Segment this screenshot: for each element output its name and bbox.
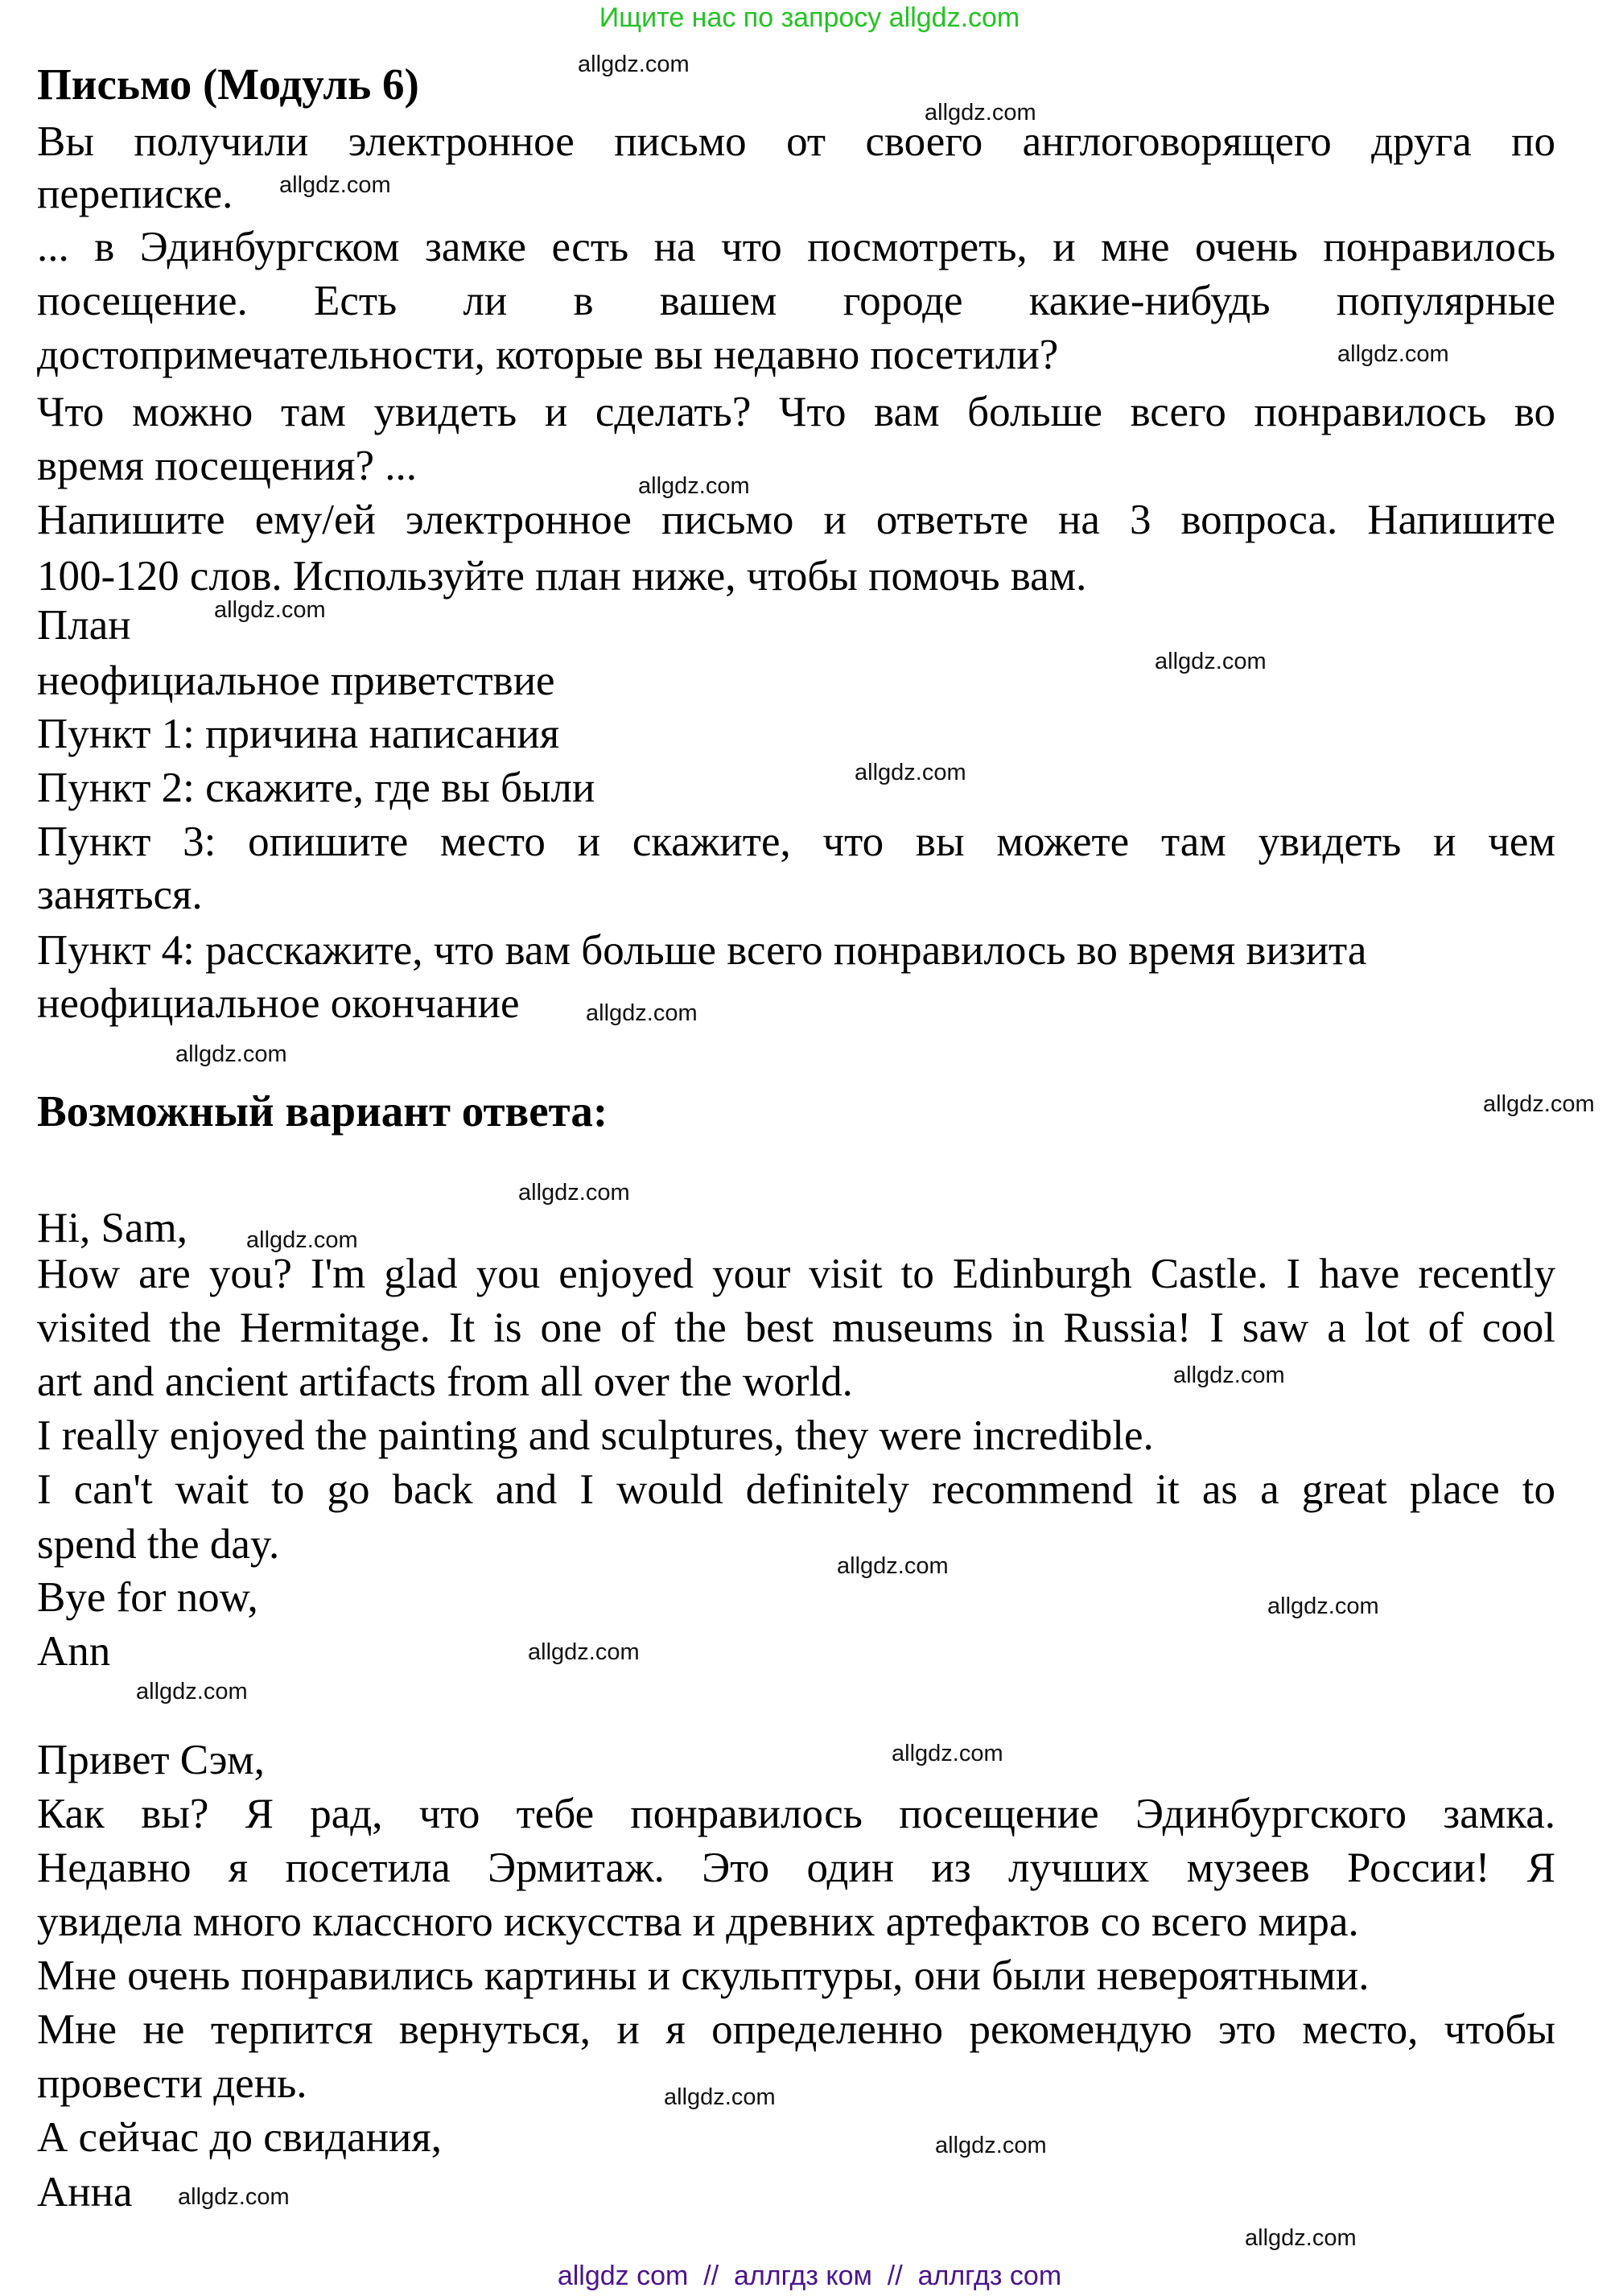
plan-item: неофициальное приветствие (37, 657, 555, 704)
plan-item: Пункт 4: расскажите, что вам больше всего понравилось во время визита (37, 927, 1367, 974)
russian-letter-line: увидела много классного искусства и древних артефактов со всего мира. (37, 1898, 1359, 1945)
task-line: ... в Эдинбургском замке есть на что посмотреть, и мне очень понравилось (37, 224, 1555, 270)
russian-letter-line: Привет Сэм, (37, 1737, 265, 1783)
watermark: allgdz.com (279, 172, 391, 198)
task-line: время посещения? ... (37, 443, 418, 489)
task-line: посещение. Есть ли в вашем городе какие-нибудь популярные (37, 278, 1555, 324)
watermark: allgdz.com (925, 100, 1036, 126)
watermark: allgdz.com (837, 1553, 949, 1579)
watermark: allgdz.com (1245, 2225, 1357, 2251)
plan-item: Пункт 1: причина написания (37, 711, 560, 757)
watermark: allgdz.com (1267, 1593, 1379, 1619)
watermark: allgdz.com (518, 1180, 630, 1206)
watermark: allgdz.com (1155, 649, 1267, 674)
watermark: allgdz.com (214, 597, 326, 623)
task-line: Что можно там увидеть и сделать? Что вам больше всего понравилось во (37, 389, 1555, 435)
english-letter-line: art and ancient artifacts from all over the world. (37, 1358, 853, 1405)
footer-links: allgdz com // аллгдз ком // аллгдз com (557, 2261, 1062, 2291)
english-letter-line: Hi, Sam, (37, 1205, 187, 1251)
russian-letter-line: Анна (37, 2169, 133, 2216)
russian-letter-line: провести день. (37, 2060, 307, 2107)
russian-letter-line: Как вы? Я рад, что тебе понравилось посещение Эдинбургского замка. (37, 1791, 1555, 1837)
english-letter-line: I really enjoyed the painting and sculptures, they were incredible. (37, 1412, 1154, 1459)
english-letter-line: How are you? I'm glad you enjoyed your visit to Edinburgh Castle. I have recently (37, 1251, 1555, 1297)
english-letter-line: I can't wait to go back and I would definitely recommend it as a great place to (37, 1466, 1555, 1513)
english-letter-line: visited the Hermitage. It is one of the best museums in Russia! I saw a lot of cool (37, 1305, 1555, 1351)
watermark: allgdz.com (1337, 341, 1449, 367)
task-line: Напишите ему/ей электронное письмо и ответьте на 3 вопроса. Напишите (37, 497, 1555, 543)
task-line: 100-120 слов. Используйте план ниже, чтобы помочь вам. (37, 553, 1087, 600)
watermark: allgdz.com (664, 2084, 776, 2110)
plan-item: неофициальное окончание (37, 980, 520, 1027)
plan-item: Пункт 3: опишите место и скажите, что вы можете там увидеть и чем (37, 818, 1555, 865)
plan-heading: План (37, 602, 131, 649)
watermark: allgdz.com (178, 2184, 290, 2210)
search-banner: Ищите нас по запросу allgdz.com (599, 2, 1020, 33)
russian-letter-line: Мне очень понравились картины и скульптуры, они были невероятными. (37, 1952, 1370, 1999)
task-line: достопримечательности, которые вы недавно посетили? (37, 332, 1059, 378)
plan-item: заняться. (37, 872, 203, 918)
watermark: allgdz.com (528, 1639, 640, 1665)
watermark: allgdz.com (175, 1041, 287, 1067)
watermark: allgdz.com (855, 760, 966, 785)
watermark: allgdz.com (136, 1679, 248, 1704)
watermark: allgdz.com (892, 1741, 1003, 1766)
russian-letter-line: Мне не терпится вернуться, и я определенно рекомендую это место, чтобы (37, 2006, 1555, 2053)
task-title: Письмо (Модуль 6) (37, 60, 419, 109)
watermark: allgdz.com (1483, 1091, 1595, 1117)
english-letter-line: spend the day. (37, 1521, 280, 1568)
watermark: allgdz.com (586, 1000, 698, 1026)
plan-item: Пункт 2: скажите, где вы были (37, 765, 595, 811)
russian-letter-line: Недавно я посетила Эрмитаж. Это один из лучших музеев России! Я (37, 1845, 1555, 1891)
watermark: allgdz.com (638, 473, 750, 499)
task-line: переписке. (37, 171, 233, 217)
task-line: Вы получили электронное письмо от своего англоговорящего друга по (37, 118, 1555, 165)
watermark: allgdz.com (246, 1227, 358, 1253)
watermark: allgdz.com (1173, 1362, 1285, 1388)
english-letter-line: Bye for now, (37, 1574, 258, 1621)
watermark: allgdz.com (935, 2133, 1047, 2158)
english-letter-line: Ann (37, 1628, 111, 1675)
russian-letter-line: А сейчас до свидания, (37, 2114, 443, 2161)
answer-heading: Возможный вариант ответа: (37, 1086, 608, 1136)
watermark: allgdz.com (578, 52, 690, 77)
